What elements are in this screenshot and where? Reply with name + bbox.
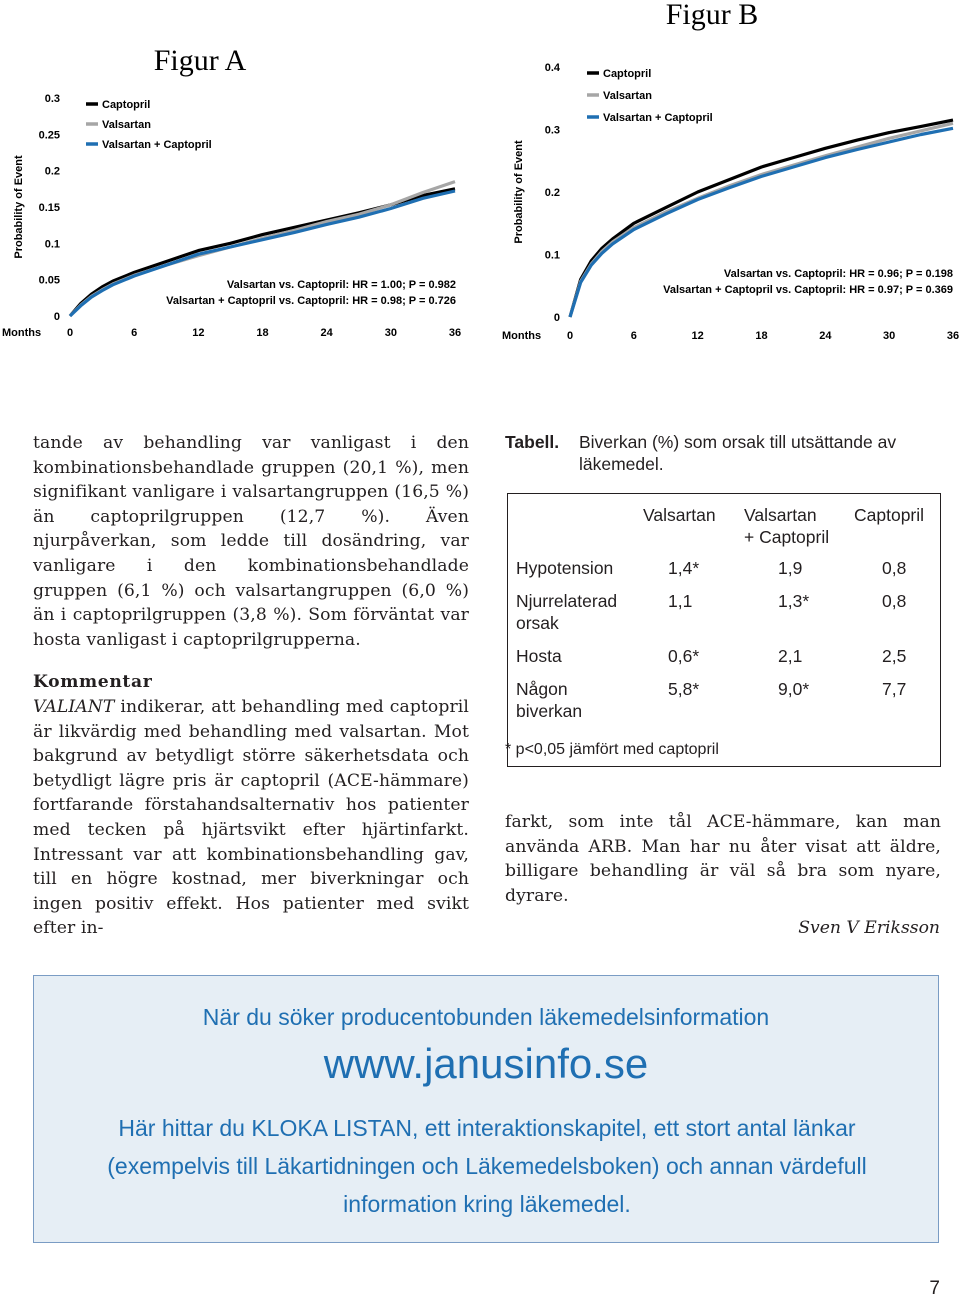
table-caption xyxy=(505,431,943,475)
row-label: Njurrelaterad xyxy=(516,591,618,611)
y-tick-label: 0.2 xyxy=(544,187,560,199)
legend-label: Valsartan + Captopril xyxy=(603,112,713,124)
italic-lead: VALIANT xyxy=(33,696,115,717)
side-effects-table-block xyxy=(505,431,943,758)
table-caption-label: Tabell. xyxy=(505,432,560,452)
col-header-captopril: Captopril xyxy=(854,505,925,525)
y-tick-label: 0.2 xyxy=(44,165,60,178)
left-text-column xyxy=(33,431,469,941)
ad-url-link[interactable]: www.janusinfo.se xyxy=(323,1040,649,1087)
y-tick-label: 0.25 xyxy=(38,129,60,142)
legend-label: Captopril xyxy=(603,68,652,80)
x-tick-label: 6 xyxy=(630,330,637,342)
hr-annotation: Valsartan + Captopril vs. Captopril: HR = 0.98; P = 0.726 xyxy=(166,295,456,307)
y-tick-label: 0.3 xyxy=(44,93,60,105)
x-tick-label: 0 xyxy=(66,327,74,339)
cell-combo: 1,3* xyxy=(778,591,810,611)
janusinfo-ad-box xyxy=(33,975,939,1243)
cell-captopril: 7,7 xyxy=(882,679,907,699)
x-tick-label: 12 xyxy=(192,327,205,339)
chart-title: Figur A xyxy=(153,44,247,77)
x-tick-label: 24 xyxy=(320,327,333,339)
hr-annotation: Valsartan vs. Captopril: HR = 1.00; P = 0.982 xyxy=(226,279,456,291)
cell-valsartan: 1,4* xyxy=(668,558,700,578)
hr-annotation: Valsartan + Captopril vs. Captopril: HR = 0.97; P = 0.369 xyxy=(663,284,953,296)
row-label: Hypotension xyxy=(516,558,614,578)
legend-label: Valsartan xyxy=(102,119,151,131)
right-text-column xyxy=(505,810,941,908)
row-label-line2: biverkan xyxy=(516,701,583,721)
row-label: Hosta xyxy=(516,646,562,666)
page-number: 7 xyxy=(929,1278,940,1299)
legend-label: Valsartan xyxy=(603,90,652,102)
y-tick-label: 0.1 xyxy=(544,249,560,262)
table-footnote: * p<0,05 jämfört med captopril xyxy=(505,741,719,758)
left-paragraph-2-text: indikerar, att behandling med captopril är likvärdig med behandling med valsartan. Mot bakgrund av betydligt större säkerhetsdata och betydligt lägre pris är captopril (ACE-hämmare) fortfarande förstahandsalternativ hos patienter med tecken på hjärtsvikt efter hjärtinfarkt. Intressant var att kombinationsbehandling gav, till en högre kostnad, mer biverkningar och ingen positiv effekt. Hos patienter med svikt efter in- xyxy=(33,696,469,939)
section-heading: Kommentar xyxy=(33,672,153,693)
legend-label: Valsartan + Captopril xyxy=(102,139,212,151)
col-header-combo-line2: + Captopril xyxy=(744,527,830,547)
x-tick-label: 18 xyxy=(755,330,768,342)
y-axis-label: Probability of Event xyxy=(13,155,25,259)
cell-captopril: 0,8 xyxy=(882,591,907,611)
x-tick-label: 30 xyxy=(384,327,397,339)
legend-label: Captopril xyxy=(102,99,151,111)
y-tick-label: 0.15 xyxy=(38,202,60,214)
row-label-line2: orsak xyxy=(516,613,559,633)
cell-valsartan: 1,1 xyxy=(668,591,693,611)
col-header-valsartan: Valsartan xyxy=(643,505,716,525)
y-tick-label: 0 xyxy=(53,311,60,323)
y-tick-label: 0.3 xyxy=(544,124,560,137)
x-axis-label: Months xyxy=(2,327,42,339)
x-tick-label: 12 xyxy=(691,330,704,342)
y-axis-label: Probability of Event xyxy=(513,140,525,244)
hr-annotation: Valsartan vs. Captopril: HR = 0.96; P = 0.198 xyxy=(723,268,953,280)
right-paragraph: farkt, som inte tål ACE-hämmare, kan man använda ARB. Man har nu åter visat att äldre, billigare behandling är väl så bra som nyare, dyrare. xyxy=(505,812,941,906)
figure-a xyxy=(0,0,480,350)
x-tick-label: 6 xyxy=(131,327,138,339)
cell-valsartan: 5,8* xyxy=(668,679,700,699)
figure-a-svg xyxy=(0,0,480,350)
cell-combo: 2,1 xyxy=(778,646,803,666)
x-tick-label: 24 xyxy=(819,330,832,342)
left-paragraph-2 xyxy=(33,695,469,941)
table-caption-text: Biverkan (%) som orsak till utsättande av läkemedel. xyxy=(579,432,897,474)
ad-description: Här hittar du KLOKA LISTAN, ett interaktionskapitel, ett stort antal länkar (exempelvis till Läkartidningen och Läkemedelsboken) och annan värdefull information kring läkemedel. xyxy=(107,1115,867,1217)
x-tick-label: 18 xyxy=(256,327,269,339)
chart-title: Figur B xyxy=(665,0,759,31)
row-label: Någon xyxy=(516,679,568,699)
left-paragraph-1: tande av behandling var vanligast i den kombinationsbehandlade gruppen (20,1 %), men signifikant vanligare i valsartangruppen (16,5 %) än captoprilgruppen (12,7 %). Även njurpåverkan, som ledde till dosändring, var vanligare i den kombinationsbehandlade gruppen (6,1 %) och valsartangruppen (6,0 %) än i captoprilgruppen (3,8 %). Som förväntat var hosta vanligast i captoprilgrupperna. xyxy=(33,433,469,650)
x-tick-label: 36 xyxy=(448,327,462,339)
cell-combo: 1,9 xyxy=(778,558,803,578)
col-header-combo-line1: Valsartan xyxy=(744,505,817,525)
y-tick-label: 0.1 xyxy=(44,238,60,251)
x-tick-label: 36 xyxy=(946,330,960,342)
side-effects-table xyxy=(507,493,941,767)
cell-valsartan: 0,6* xyxy=(668,646,700,666)
author-signature: Sven V Eriksson xyxy=(798,918,940,938)
x-axis-label: Months xyxy=(502,330,542,342)
figure-b xyxy=(497,0,960,350)
y-tick-label: 0 xyxy=(553,312,560,324)
x-tick-label: 0 xyxy=(566,330,574,342)
cell-captopril: 2,5 xyxy=(882,646,907,666)
figure-b-svg xyxy=(497,0,960,350)
y-tick-label: 0.4 xyxy=(544,62,560,74)
cell-combo: 9,0* xyxy=(778,679,810,699)
cell-captopril: 0,8 xyxy=(882,558,907,578)
x-tick-label: 30 xyxy=(883,330,896,342)
ad-intro: När du söker producentobunden läkemedelsinformation xyxy=(202,1004,770,1030)
y-tick-label: 0.05 xyxy=(38,274,60,287)
